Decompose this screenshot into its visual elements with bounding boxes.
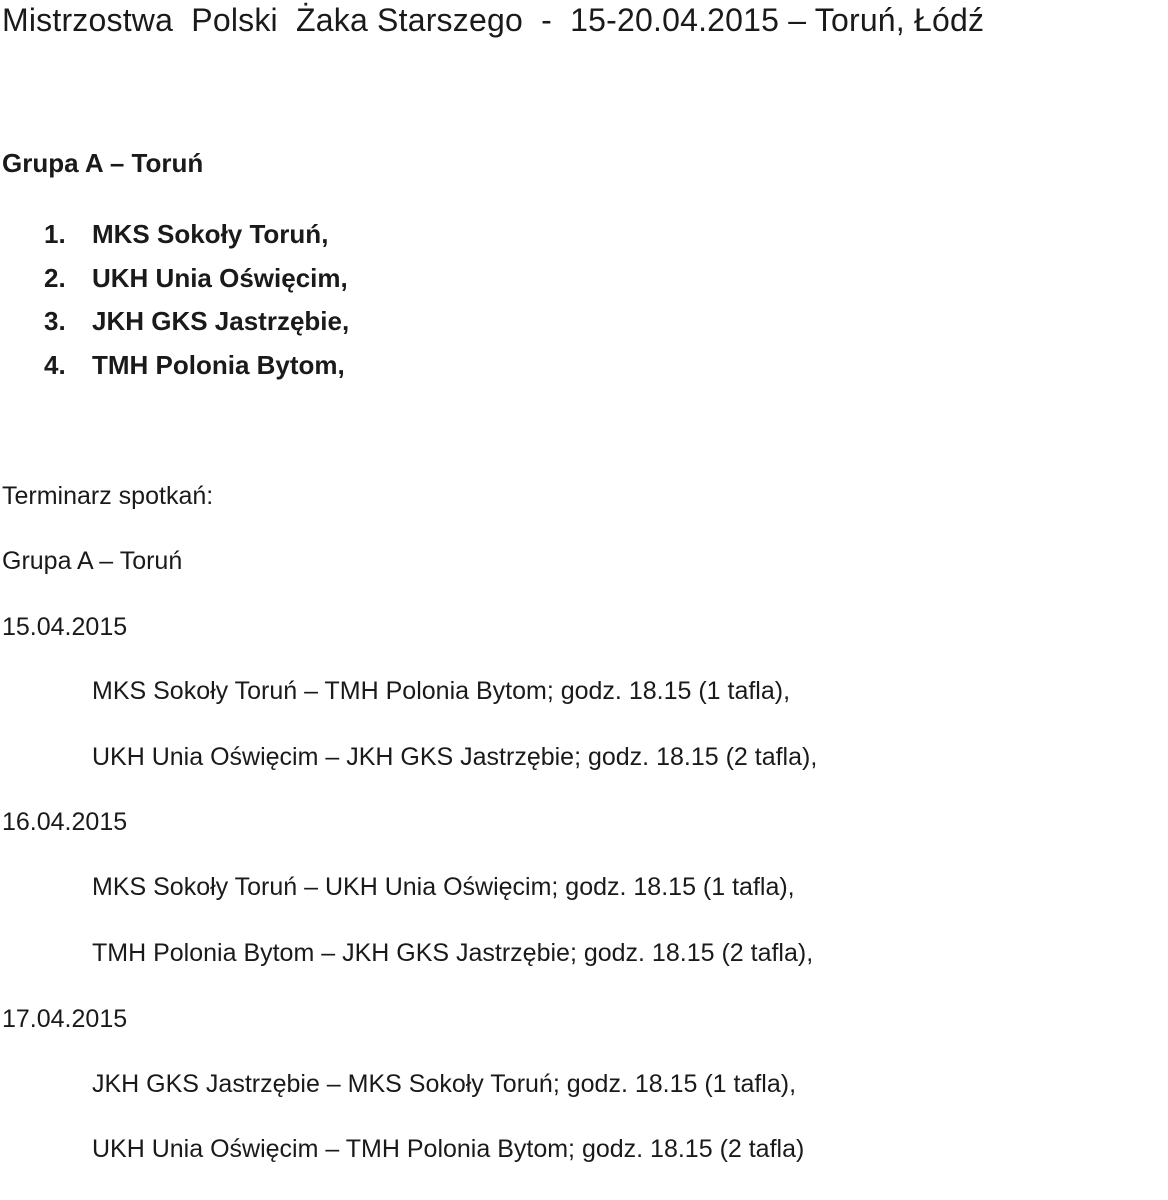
schedule-date: 15.04.2015: [2, 613, 128, 641]
team-name: TMH Polonia Bytom,: [92, 349, 345, 380]
group-heading: Grupa A – Toruń: [2, 148, 204, 178]
list-item: [44, 258, 349, 302]
list-item: [44, 345, 349, 389]
document-title: Mistrzostwa Polski Żaka Starszego - 15-20.04.2015 – Toruń, Łódź: [2, 2, 985, 38]
list-item: [44, 214, 349, 258]
match-entry: UKH Unia Oświęcim – TMH Polonia Bytom; godz. 18.15 (2 tafla): [92, 1135, 805, 1163]
team-name: JKH GKS Jastrzębie,: [92, 306, 350, 336]
schedule-group-heading: Grupa A – Toruń: [2, 547, 183, 575]
match-entry: UKH Unia Oświęcim – JKH GKS Jastrzębie; godz. 18.15 (2 tafla),: [92, 743, 818, 771]
list-item-number: 3.: [44, 306, 66, 336]
schedule-date: 17.04.2015: [2, 1005, 128, 1033]
match-entry: TMH Polonia Bytom – JKH GKS Jastrzębie; godz. 18.15 (2 tafla),: [92, 939, 814, 967]
schedule-date: 16.04.2015: [2, 808, 128, 836]
team-list: [44, 214, 349, 388]
match-entry: JKH GKS Jastrzębie – MKS Sokoły Toruń; godz. 18.15 (1 tafla),: [92, 1070, 797, 1098]
list-item-number: 4.: [44, 349, 66, 380]
list-item: [44, 301, 349, 345]
team-name: MKS Sokoły Toruń,: [92, 219, 329, 249]
match-entry: MKS Sokoły Toruń – UKH Unia Oświęcim; godz. 18.15 (1 tafla),: [92, 873, 795, 901]
match-entry: MKS Sokoły Toruń – TMH Polonia Bytom; godz. 18.15 (1 tafla),: [92, 677, 791, 705]
schedule-label: Terminarz spotkań:: [2, 482, 214, 510]
list-item-number: 1.: [44, 219, 66, 249]
team-name: UKH Unia Oświęcim,: [92, 262, 348, 293]
list-item-number: 2.: [44, 262, 66, 293]
